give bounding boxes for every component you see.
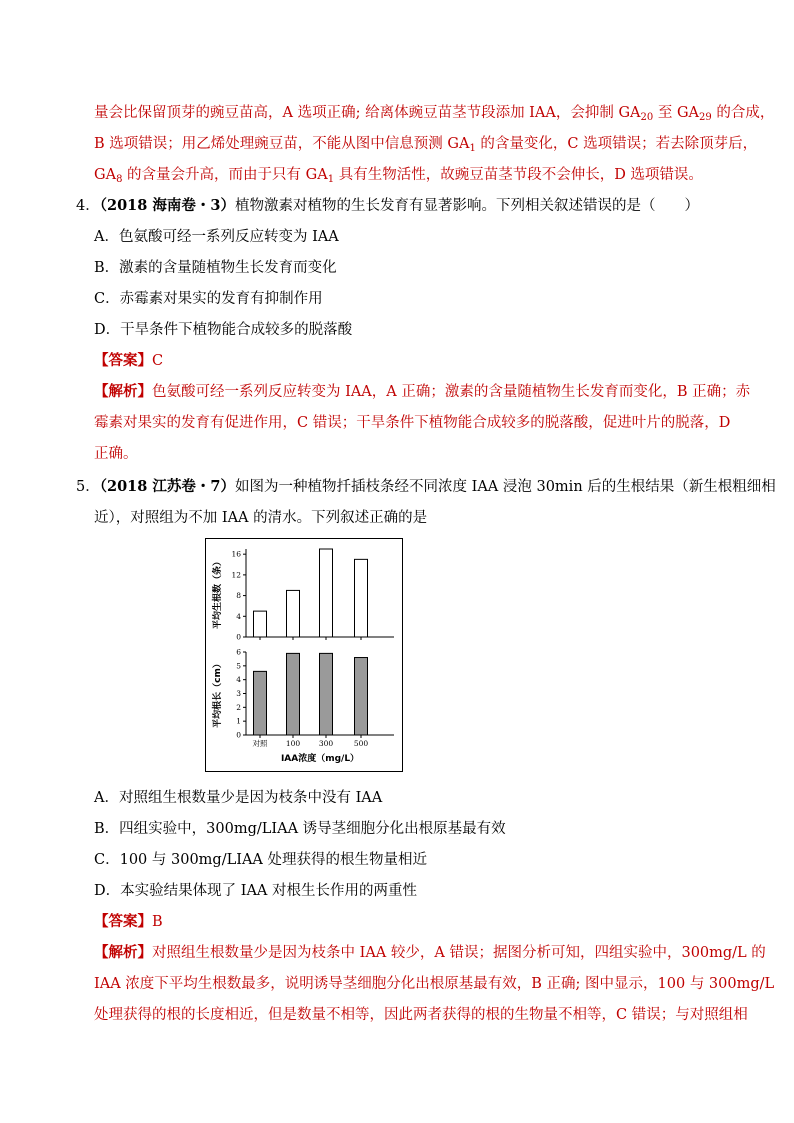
chart-svg	[206, 539, 402, 771]
q5-option-a: A．对照组生根数量少是因为枝条中没有 IAA	[94, 790, 383, 806]
y-tick-label-1-1: 1	[236, 716, 241, 726]
q4-option-b: B．激素的含量随植物生长发育而变化	[94, 260, 337, 276]
x-category-label-1: 100	[285, 739, 301, 748]
y-tick-label-1-6: 6	[236, 647, 241, 657]
bar-1-2	[320, 653, 333, 735]
x-category-label-3: 500	[353, 739, 369, 748]
y-axis-title-1: 平均根长（cm）	[213, 659, 223, 728]
q5-option-d: D．本实验结果体现了 IAA 对根生长作用的两重性	[94, 883, 418, 899]
q4-answer	[94, 351, 163, 371]
q5-option-c: C．100 与 300mg/LIAA 处理获得的根生物量相近	[94, 852, 427, 868]
q4-answer-label: 【答案】	[94, 352, 152, 369]
q4-stem	[76, 196, 699, 216]
y-tick-label-1-0: 0	[236, 730, 241, 740]
bar-1-3	[355, 658, 368, 735]
y-tick-label-0-0: 0	[236, 632, 241, 642]
y-tick-label-1-2: 2	[236, 702, 241, 712]
bar-0-1	[287, 590, 300, 637]
bar-0-3	[355, 559, 368, 637]
q4-option-d: D．干旱条件下植物能合成较多的脱落酸	[94, 322, 353, 338]
y-axis-title-0: 平均生根数（条）	[213, 556, 223, 630]
q4-analysis-3: 正确。	[94, 446, 138, 462]
q4-analysis-2: 霉素对果实的发育有促进作用，C 错误；干旱条件下植物能合成较多的脱落酸，促进叶片的脱落，D	[94, 415, 731, 431]
q5-stem-line-1: 5．（2018 江苏卷・7）如图为一种植物扦插枝条经不同浓度 IAA 浸泡 30min 后的生根结果（新生根粗细相	[76, 478, 776, 495]
q5-number: 5．	[76, 479, 100, 495]
bar-1-1	[287, 653, 300, 735]
q4-option-a: A．色氨酸可经一系列反应转变为 IAA	[94, 229, 339, 245]
q4-analysis-label: 【解析】	[94, 383, 152, 400]
continuation-line-1: 量会比保留顶芽的豌豆苗高，A 选项正确; 给离体豌豆苗茎节段添加 IAA，会抑制 $GA_{20}$ 至 $GA_{29}$ 的合成，	[94, 105, 775, 123]
q5-source: （2018 江苏卷・7）	[99, 478, 235, 495]
q5-analysis-3: 处理获得的根的长度相近，但是数量不相等，因此两者获得的根的生物量不相等，C 错误；与对照组相	[94, 1007, 748, 1023]
q5-analysis-label: 【解析】	[94, 944, 152, 961]
q5-analysis-1: 【解析】对照组生根数量少是因为枝条中 IAA 较少，A 错误；据图分析可知，四组实验中，300mg/L 的	[94, 944, 766, 961]
y-tick-label-1-5: 5	[236, 661, 241, 671]
q4-stem-text: 植物激素对植物的生长发育有显著影响。下列相关叙述错误的是（ ）	[234, 198, 699, 214]
y-tick-label-1-4: 4	[236, 675, 241, 685]
y-tick-label-0-1: 4	[236, 611, 241, 621]
q5-answer-value: B	[152, 914, 163, 930]
q5-option-b: B．四组实验中，300mg/LIAA 诱导茎细胞分化出根原基最有效	[94, 821, 506, 837]
bar-0-2	[320, 549, 333, 637]
q5-answer	[94, 912, 163, 932]
q5-answer-label: 【答案】	[94, 913, 152, 930]
y-tick-label-0-4: 16	[231, 549, 241, 559]
x-axis-title: IAA浓度（mg/L）	[280, 754, 360, 764]
q4-source: （2018 海南卷・3）	[99, 197, 235, 214]
continuation-line-2: B 选项错误；用乙烯处理豌豆苗，不能从图中信息预测 $GA_1$ 的含量变化，C 选项错误；若去除顶芽后，	[94, 136, 758, 154]
x-category-label-0: 对照	[252, 739, 268, 748]
bar-1-0	[254, 671, 267, 735]
q5-stem-line-2: 近），对照组为不加 IAA 的清水。下列叙述正确的是	[94, 510, 428, 526]
y-tick-label-0-2: 8	[236, 591, 241, 601]
q4-answer-value: C	[152, 353, 164, 369]
continuation-line-3: $GA_8$ 的含量会升高，而由于只有 $GA_1$ 具有生物活性，故豌豆苗茎节段不会伸长，D 选项错误。	[94, 167, 703, 185]
q4-number: 4．	[76, 198, 100, 214]
q4-option-c: C．赤霉素对果实的发育有抑制作用	[94, 291, 323, 307]
y-tick-label-1-3: 3	[236, 689, 241, 698]
x-category-label-2: 300	[318, 739, 334, 748]
bar-0-0	[254, 611, 267, 637]
iaa-bar-chart-figure	[205, 538, 403, 772]
q5-analysis-2: IAA 浓度下平均生根数最多，说明诱导茎细胞分化出根原基最有效，B 正确; 图中显示，100 与 300mg/L	[94, 976, 775, 992]
q4-analysis-1: 【解析】色氨酸可经一系列反应转变为 IAA，A 正确；激素的含量随植物生长发育而变化，B 正确；赤	[94, 383, 751, 400]
y-tick-label-0-3: 12	[231, 570, 241, 580]
